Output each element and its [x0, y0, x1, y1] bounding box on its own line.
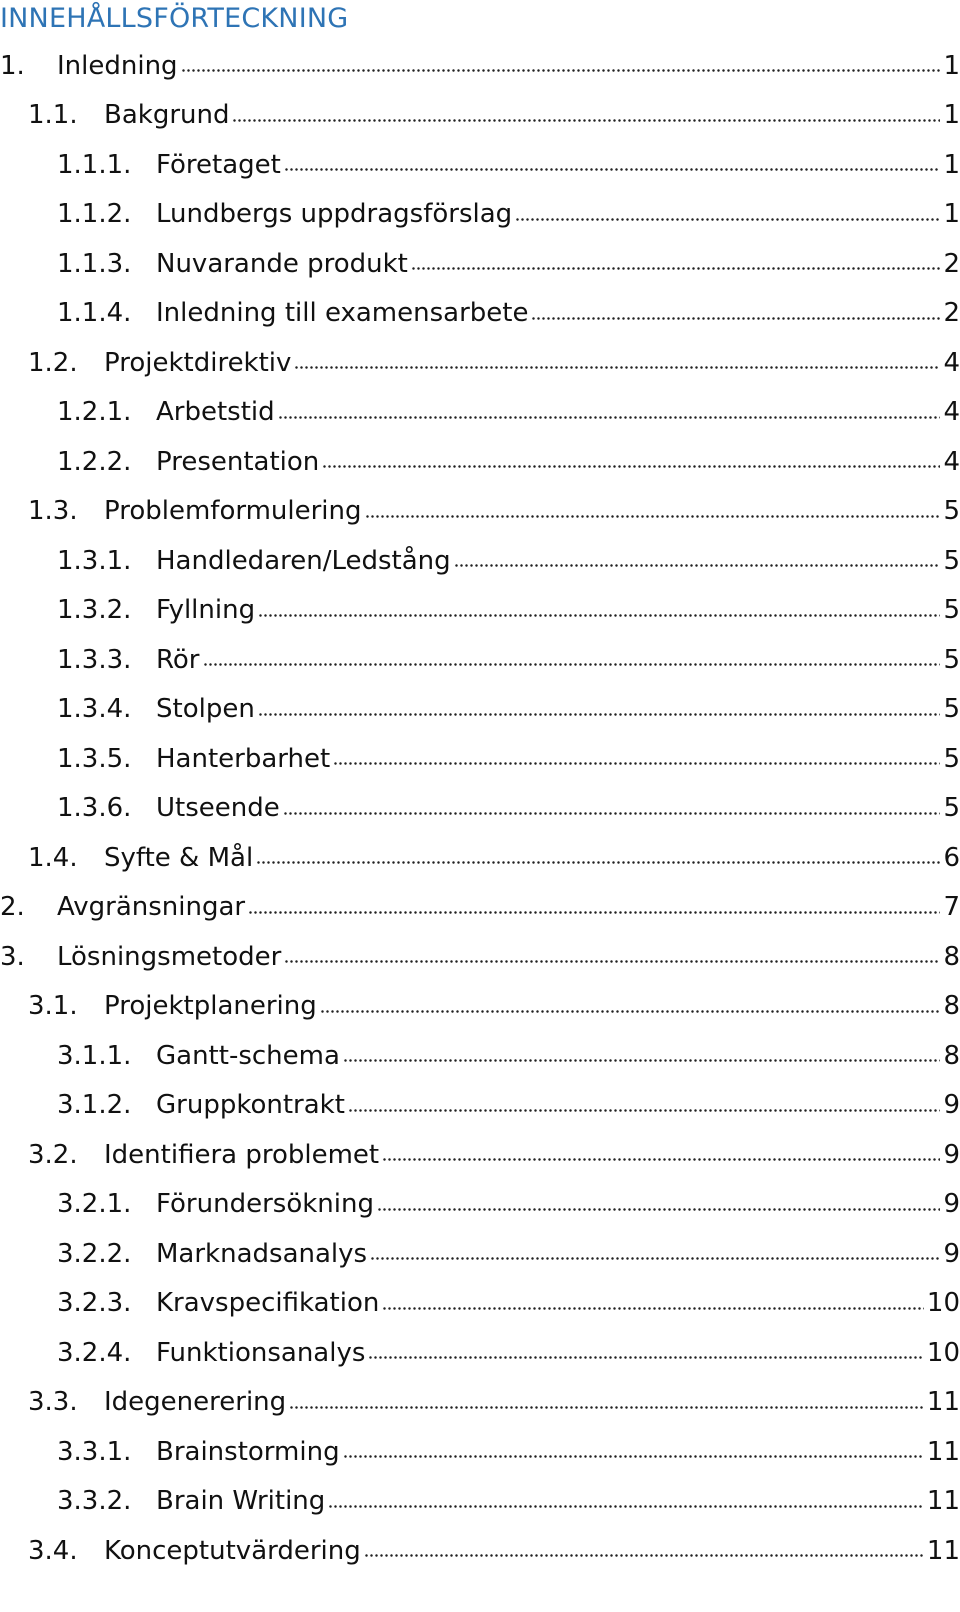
- dot-leader: [232, 113, 940, 127]
- toc-entry[interactable]: [0, 1378, 960, 1428]
- toc-entry-title: Avgränsningar: [57, 892, 246, 923]
- dot-leader: [365, 509, 941, 523]
- dot-leader: [278, 410, 941, 424]
- toc-entry-page: 5: [943, 496, 960, 527]
- toc-entry-title: Problemformulering: [104, 496, 362, 527]
- dot-leader: [370, 1252, 940, 1266]
- toc-entry[interactable]: [0, 982, 960, 1032]
- toc-entry-page: 11: [926, 1486, 960, 1517]
- dot-leader: [343, 1450, 924, 1464]
- toc-entry-number: 3.3.2.: [57, 1486, 132, 1517]
- toc-entry-title: Hanterbarhet: [156, 743, 331, 774]
- toc-entry-title: Projektplanering: [104, 991, 317, 1022]
- toc-entry[interactable]: [0, 190, 960, 240]
- dot-leader: [320, 1004, 941, 1018]
- toc-entry-number: 1.2.: [28, 347, 78, 378]
- toc-entry[interactable]: [0, 1229, 960, 1279]
- toc-entry-title: Utseende: [156, 793, 280, 824]
- dot-leader: [258, 707, 941, 721]
- toc-entry[interactable]: [0, 437, 960, 487]
- toc-entry-title: Handledaren/Ledstång: [156, 545, 451, 576]
- toc-entry-number: 1.2.2.: [57, 446, 132, 477]
- dot-leader: [382, 1153, 940, 1167]
- toc-entry-page: 2: [943, 298, 960, 329]
- toc-entry-title: Lösningsmetoder: [57, 941, 282, 972]
- dot-leader: [364, 1549, 924, 1563]
- toc-entry[interactable]: [0, 635, 960, 685]
- dot-leader: [348, 1103, 941, 1117]
- toc-entry[interactable]: [0, 1427, 960, 1477]
- toc-entry-page: 9: [943, 1238, 960, 1269]
- toc-entry[interactable]: [0, 932, 960, 982]
- toc-entry-number: 1.3.2.: [57, 595, 132, 626]
- toc-entry[interactable]: [0, 239, 960, 289]
- toc-entry[interactable]: [0, 1130, 960, 1180]
- dot-leader: [256, 856, 940, 870]
- toc-entry[interactable]: [0, 1279, 960, 1329]
- dot-leader: [368, 1351, 924, 1365]
- toc-entry-title: Idegenerering: [104, 1387, 287, 1418]
- toc-entry-number: 1.3.5.: [57, 743, 132, 774]
- toc-entry[interactable]: [0, 1526, 960, 1576]
- toc-entry[interactable]: [0, 41, 960, 91]
- dot-leader: [333, 757, 940, 771]
- toc-entry-page: 4: [943, 397, 960, 428]
- toc-entry-page: 8: [943, 941, 960, 972]
- toc-entry[interactable]: [0, 487, 960, 537]
- toc-entry-title: Brainstorming: [156, 1436, 340, 1467]
- toc-entry-page: 1: [943, 149, 960, 180]
- toc-entry-number: 3.4.: [28, 1535, 78, 1566]
- toc-entry-number: 1.1.4.: [57, 298, 132, 329]
- dot-leader: [289, 1400, 924, 1414]
- toc-entry-title: Konceptutvärdering: [104, 1535, 361, 1566]
- toc-entry-title: Presentation: [156, 446, 320, 477]
- toc-entry-number: 3.2.3.: [57, 1288, 132, 1319]
- toc-entry-number: 1.1.3.: [57, 248, 132, 279]
- toc-entry-number: 1.3.4.: [57, 694, 132, 725]
- toc-entry[interactable]: [0, 388, 960, 438]
- toc-entry-number: 1.4.: [28, 842, 78, 873]
- dot-leader: [248, 905, 940, 919]
- toc-entry[interactable]: [0, 338, 960, 388]
- toc-entry[interactable]: [0, 1477, 960, 1527]
- toc-entry-title: Bakgrund: [104, 100, 230, 131]
- toc-entry-page: 4: [943, 446, 960, 477]
- toc-entry-page: 11: [926, 1535, 960, 1566]
- dot-leader: [294, 361, 940, 375]
- toc-entry-number: 1.1.2.: [57, 199, 132, 230]
- toc-entry[interactable]: [0, 289, 960, 339]
- toc-entry[interactable]: [0, 685, 960, 735]
- toc-entry-title: Förundersökning: [156, 1189, 374, 1220]
- toc-entry-page: 4: [943, 347, 960, 378]
- dot-leader: [454, 559, 941, 573]
- toc-entry[interactable]: [0, 1081, 960, 1131]
- dot-leader: [328, 1499, 924, 1513]
- toc-list: [0, 41, 960, 1576]
- dot-leader: [377, 1202, 940, 1216]
- dot-leader: [284, 163, 941, 177]
- toc-entry[interactable]: [0, 1180, 960, 1230]
- toc-entry-number: 3.3.: [28, 1387, 78, 1418]
- toc-entry-number: 1.1.: [28, 100, 78, 131]
- toc-entry-number: 3.1.1.: [57, 1040, 132, 1071]
- toc-entry-number: 1.: [0, 50, 25, 81]
- toc-entry-page: 1: [943, 100, 960, 131]
- dot-leader: [515, 212, 940, 226]
- toc-entry-page: 9: [943, 1090, 960, 1121]
- toc-entry[interactable]: [0, 140, 960, 190]
- toc-entry-number: 1.3.: [28, 496, 78, 527]
- toc-entry-number: 1.3.6.: [57, 793, 132, 824]
- toc-entry-page: 10: [926, 1288, 960, 1319]
- toc-entry-page: 5: [943, 595, 960, 626]
- toc-entry-number: 3.: [0, 941, 25, 972]
- dot-leader: [382, 1301, 924, 1315]
- toc-entry-title: Nuvarande produkt: [156, 248, 408, 279]
- toc-entry[interactable]: [0, 91, 960, 141]
- toc-entry-title: Lundbergs uppdragsförslag: [156, 199, 513, 230]
- toc-entry[interactable]: [0, 883, 960, 933]
- toc-entry-title: Företaget: [156, 149, 281, 180]
- dot-leader: [531, 311, 940, 325]
- toc-entry-page: 8: [943, 991, 960, 1022]
- toc-entry[interactable]: [0, 586, 960, 636]
- toc-entry-number: 3.2.: [28, 1139, 78, 1170]
- toc-entry-page: 7: [943, 892, 960, 923]
- toc-entry-page: 6: [943, 842, 960, 873]
- toc-entry-page: 9: [943, 1139, 960, 1170]
- dot-leader: [258, 608, 940, 622]
- toc-entry-number: 1.1.1.: [57, 149, 132, 180]
- toc-entry-number: 3.2.4.: [57, 1337, 132, 1368]
- toc-entry-title: Projektdirektiv: [104, 347, 292, 378]
- dot-leader: [203, 658, 941, 672]
- toc-entry[interactable]: [0, 833, 960, 883]
- toc-entry-title: Brain Writing: [156, 1486, 326, 1517]
- toc-entry[interactable]: [0, 1031, 960, 1081]
- toc-entry-number: 3.2.1.: [57, 1189, 132, 1220]
- toc-entry-page: 5: [943, 743, 960, 774]
- dot-leader: [283, 806, 941, 820]
- toc-entry-number: 3.1.: [28, 991, 78, 1022]
- toc-entry-title: Marknadsanalys: [156, 1238, 368, 1269]
- toc-entry-title: Identifiera problemet: [104, 1139, 380, 1170]
- toc-entry-title: Stolpen: [156, 694, 255, 725]
- toc-entry[interactable]: [0, 784, 960, 834]
- toc-entry-title: Arbetstid: [156, 397, 275, 428]
- toc-entry[interactable]: [0, 1328, 960, 1378]
- dot-leader: [322, 460, 940, 474]
- toc-entry-page: 9: [943, 1189, 960, 1220]
- dot-leader: [284, 955, 940, 969]
- toc-entry-number: 2.: [0, 892, 25, 923]
- toc-entry-title: Rör: [156, 644, 200, 675]
- toc-title: INNEHÅLLSFÖRTECKNING: [0, 3, 349, 34]
- toc-entry-title: Gruppkontrakt: [156, 1090, 345, 1121]
- dot-leader: [411, 262, 941, 276]
- toc-entry-number: 3.1.2.: [57, 1090, 132, 1121]
- toc-entry-page: 11: [926, 1436, 960, 1467]
- toc-entry-page: 5: [943, 644, 960, 675]
- toc-entry-page: 5: [943, 793, 960, 824]
- toc-entry-page: 5: [943, 694, 960, 725]
- toc-entry-page: 1: [943, 199, 960, 230]
- toc-entry-number: 1.3.3.: [57, 644, 132, 675]
- toc-entry-page: 5: [943, 545, 960, 576]
- toc-entry-page: 10: [926, 1337, 960, 1368]
- toc-entry-number: 3.3.1.: [57, 1436, 132, 1467]
- toc-entry-number: 1.2.1.: [57, 397, 132, 428]
- dot-leader: [181, 64, 941, 78]
- toc-entry[interactable]: [0, 536, 960, 586]
- toc-entry-page: 8: [943, 1040, 960, 1071]
- toc-entry-title: Funktionsanalys: [156, 1337, 366, 1368]
- dot-leader: [343, 1054, 941, 1068]
- toc-entry-title: Gantt-schema: [156, 1040, 340, 1071]
- toc-entry-title: Kravspecifikation: [156, 1288, 380, 1319]
- toc-entry-title: Inledning till examensarbete: [156, 298, 529, 329]
- toc-entry-title: Syfte & Mål: [104, 842, 254, 873]
- toc-entry-number: 1.3.1.: [57, 545, 132, 576]
- toc-entry-page: 1: [943, 50, 960, 81]
- toc-entry[interactable]: [0, 734, 960, 784]
- toc-entry-title: Inledning: [57, 50, 178, 81]
- toc-entry-page: 11: [926, 1387, 960, 1418]
- toc-entry-page: 2: [943, 248, 960, 279]
- toc-entry-title: Fyllning: [156, 595, 256, 626]
- toc-entry-number: 3.2.2.: [57, 1238, 132, 1269]
